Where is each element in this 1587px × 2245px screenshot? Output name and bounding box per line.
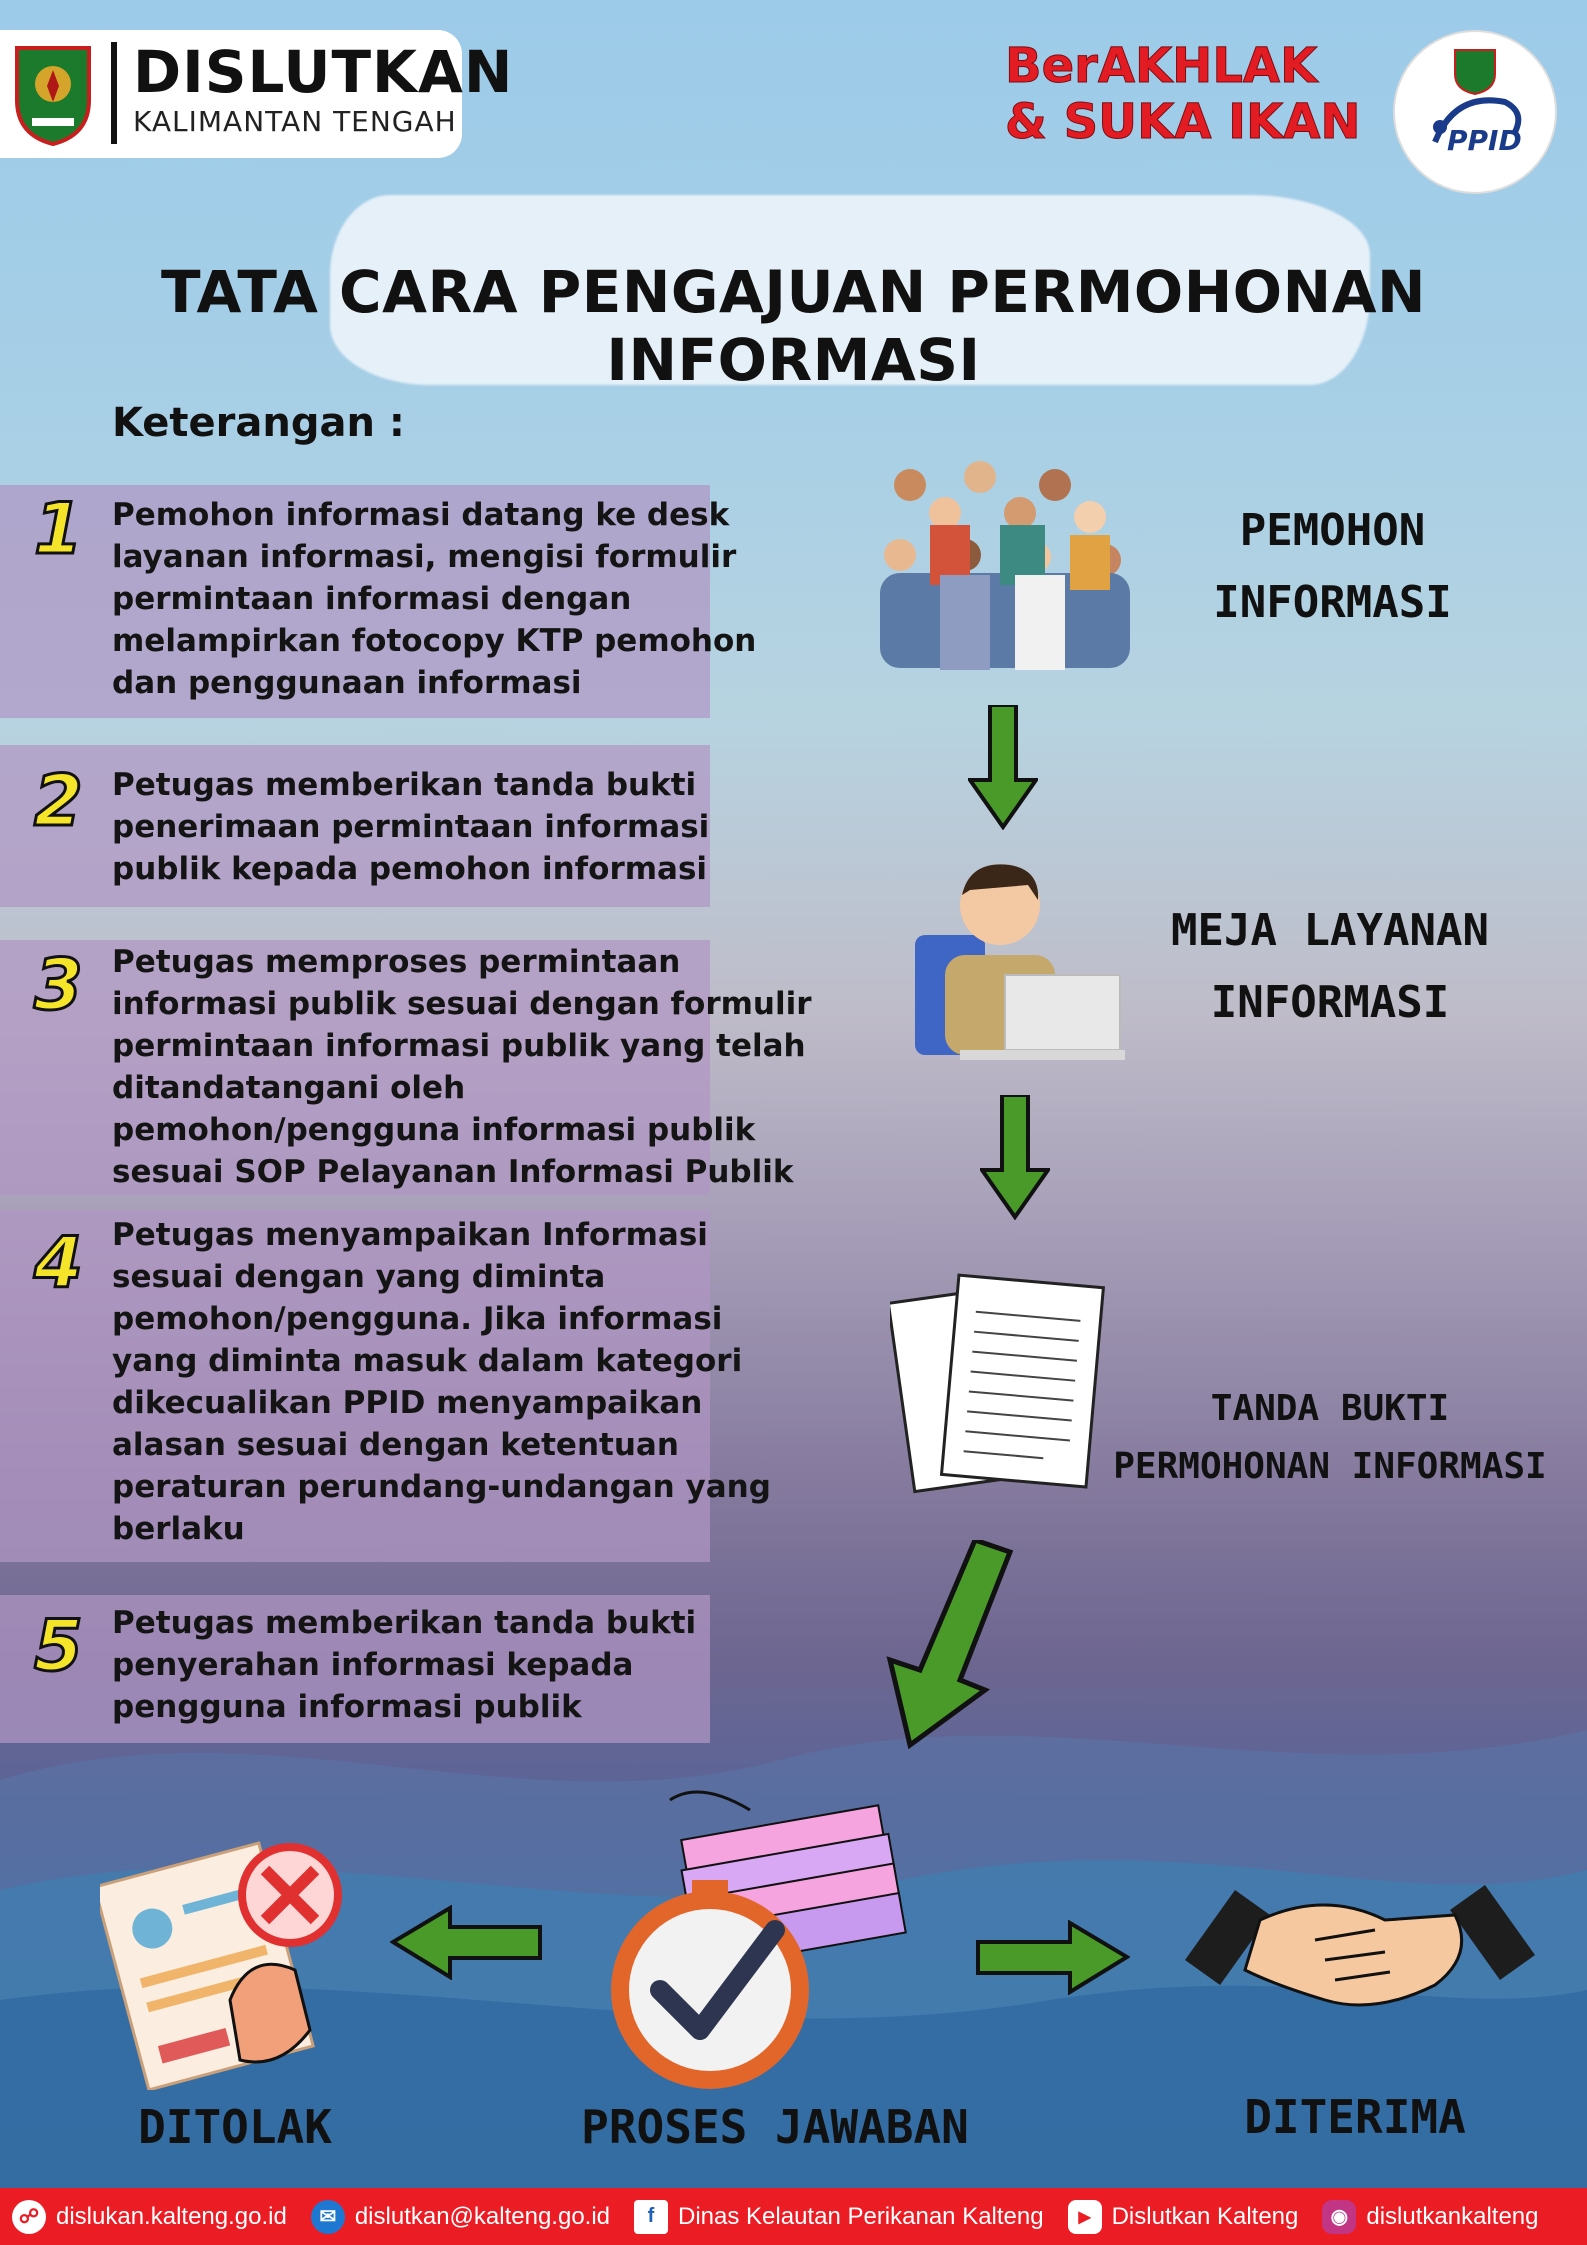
step-number-1: 1 — [34, 488, 83, 570]
instagram-icon: ◉ — [1322, 2200, 1356, 2234]
step-number-5: 5 — [34, 1605, 83, 1687]
step-text-3: Petugas memproses permintaan informasi publik sesuai dengan formulir permintaan informasi publik yang telah ditandatangani oleh pemohon/pengguna informasi publik sesuai SOP Pelayanan Informasi Publik — [112, 944, 812, 1190]
documents-illustration — [890, 1260, 1110, 1500]
header-divider — [111, 42, 117, 144]
ppid-badge — [1393, 30, 1557, 194]
org-region: KALIMANTAN TENGAH — [133, 105, 457, 138]
berakhlak-logo — [1005, 38, 1362, 156]
footer-youtube-text: Dislutkan Kalteng — [1111, 2202, 1299, 2230]
label-proses-jawaban: PROSES JAWABAN — [581, 2100, 969, 2154]
step-number-4: 4 — [34, 1222, 83, 1304]
kalteng-emblem-icon — [12, 40, 94, 148]
label-ditolak: DITOLAK — [138, 2100, 332, 2154]
process-illustration — [600, 1780, 940, 2100]
label-pemohon-informasi: PEMOHON INFORMASI — [1213, 505, 1452, 628]
label-diterima: DITERIMA — [1244, 2090, 1466, 2144]
footer-instagram[interactable] — [1322, 2200, 1538, 2234]
handshake-illustration — [1175, 1860, 1545, 2030]
footer-website-text: dislukan.kalteng.go.id — [56, 2202, 287, 2230]
keterangan-label: Keterangan : — [112, 400, 405, 446]
youtube-icon: ▶ — [1068, 2200, 1102, 2234]
step-text-5: Petugas memberikan tanda bukti penyerahan informasi kepada pengguna informasi publik — [112, 1605, 697, 1725]
facebook-icon: f — [634, 2200, 668, 2234]
org-name: DISLUTKAN — [133, 38, 514, 106]
step-number-3: 3 — [34, 944, 83, 1026]
email-icon: ✉ — [311, 2200, 345, 2234]
step-text-4: Petugas menyampaikan Informasi sesuai dengan yang diminta pemohon/pengguna. Jika informasi yang diminta masuk dalam kategori dikecualikan PPID menyampaikan alasan sesuai dengan ketentuan peraturan perundang-undangan yang berlaku — [112, 1217, 771, 1547]
motto-line-1: BerAKHLAK — [1005, 38, 1318, 94]
label-meja-layanan: MEJA LAYANAN INFORMASI — [1171, 905, 1489, 1028]
motto-line-2: & SUKA IKAN — [1005, 94, 1361, 150]
ppid-text: PPID — [1447, 124, 1522, 157]
rejected-document-illustration — [100, 1830, 350, 2090]
arrow-down-1-icon — [968, 705, 1038, 830]
step-text-1: Pemohon informasi datang ke desk layanan informasi, mengisi formulir permintaan informasi dengan melampirkan fotocopy KTP pemohon dan penggunaan informasi — [112, 497, 757, 701]
page-title: TATA CARA PENGAJUAN PERMOHONAN INFORMASI — [160, 258, 1427, 394]
arrow-diagonal-icon — [880, 1540, 1020, 1750]
footer-instagram-text: dislutkankalteng — [1366, 2202, 1539, 2230]
label-tanda-bukti: TANDA BUKTI PERMOHONAN INFORMASI — [1113, 1388, 1547, 1487]
footer-facebook-text: Dinas Kelautan Perikanan Kalteng — [678, 2202, 1044, 2230]
footer-email-text: dislutkan@kalteng.go.id — [354, 2202, 611, 2230]
officer-desk-illustration — [910, 855, 1125, 1065]
globe-icon: ☍ — [12, 2200, 46, 2234]
step-text-2: Petugas memberikan tanda bukti penerimaan permintaan informasi publik kepada pemohon informasi — [112, 767, 710, 887]
step-number-2: 2 — [34, 760, 83, 842]
ppid-emblem-icon — [1395, 32, 1555, 192]
arrow-down-2-icon — [980, 1095, 1050, 1220]
arrow-left-icon — [390, 1905, 545, 1980]
footer-facebook[interactable] — [634, 2200, 1044, 2234]
footer-bar — [0, 2188, 1587, 2245]
footer-youtube[interactable] — [1068, 2200, 1299, 2234]
footer-website[interactable] — [12, 2200, 287, 2234]
crowd-illustration — [840, 455, 1170, 670]
arrow-right-icon — [975, 1920, 1130, 1995]
footer-email[interactable] — [311, 2200, 610, 2234]
